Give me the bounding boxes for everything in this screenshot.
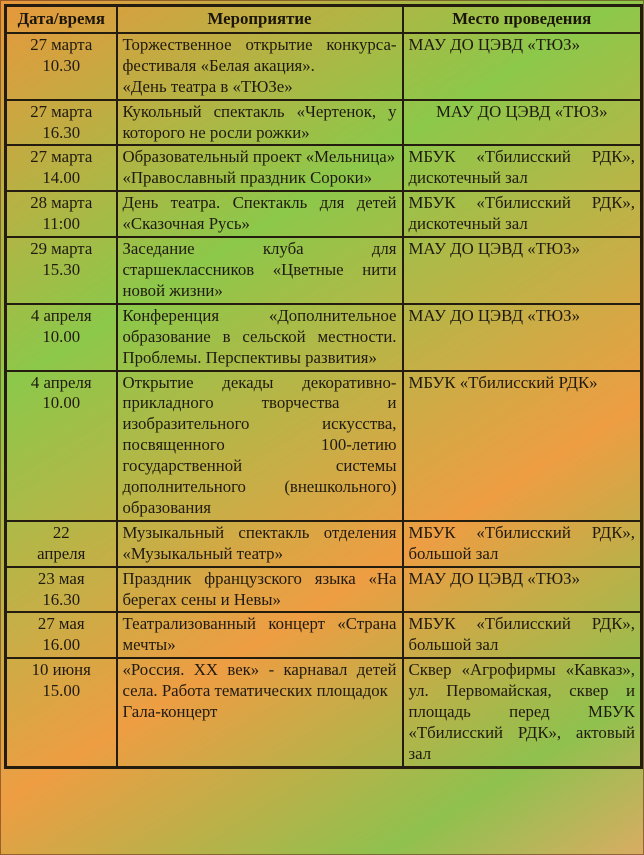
text-line: 16.00 [42,635,81,655]
text-line: 28 марта [30,193,93,213]
text-line: Музыкальный спектакль отделения «Музыкальный театр» [122,522,397,563]
text-line: 14.00 [42,168,81,188]
event-cell [117,371,403,521]
text-line: Праздник французского языка «На берегах сены и Невы» [122,568,397,609]
date-cell [6,145,117,191]
event-cell [117,521,403,567]
text-line: 27 мая [37,614,85,634]
text-line: 16.30 [42,122,81,142]
text-line: Кукольный спектакль «Чертенок, у которого не росли рожки» [122,101,397,142]
col-header-venue: Место проведения [403,6,642,33]
header-row [6,6,642,33]
table-row [6,521,642,567]
venue-cell [403,371,642,521]
text-line: «День театра в «ТЮЗе» [122,76,293,96]
text-line: МБУК «Тбилисский РДК», дискотечный зал [408,193,635,234]
text-line: Торжественное открытие конкурса-фестиваля «Белая акация». [122,34,397,75]
col-header-event: Мероприятие [117,6,403,33]
event-cell [117,304,403,371]
table-row [6,371,642,521]
text-line: Образовательный проект «Мельница» [122,147,396,167]
text-line: 27 марта [30,34,93,54]
text-line: 29 марта [30,239,93,259]
table-row [6,191,642,237]
event-cell [117,658,403,767]
date-cell [6,567,117,613]
text-line: «Россия. XX век» - карнавал детей села. Работа тематических площадок [122,660,397,701]
text-line: 23 мая [37,568,85,588]
venue-cell [403,145,642,191]
table-row [6,567,642,613]
table-row [6,145,642,191]
text-line: МАУ ДО ЦЭВД «ТЮЗ» [436,101,608,121]
date-cell [6,612,117,658]
venue-cell [403,33,642,100]
text-line: Театрализованный концерт «Страна мечты» [122,614,397,655]
text-line: 10.00 [42,326,81,346]
table-row [6,612,642,658]
text-line: 10.00 [42,393,81,413]
text-line: 15.30 [42,259,81,279]
venue-cell [403,100,642,146]
text-line: «Православный праздник Сороки» [122,168,372,188]
text-line: Заседание клуба для старшеклассников «Цветные нити новой жизни» [122,239,397,300]
event-cell [117,33,403,100]
venue-cell [403,237,642,304]
text-line: 27 марта [30,147,93,167]
date-cell [6,191,117,237]
event-cell [117,191,403,237]
text-line: 27 марта [30,101,93,121]
date-cell [6,371,117,521]
venue-cell [403,567,642,613]
text-line: МАУ ДО ЦЭВД «ТЮЗ» [408,568,580,588]
date-cell [6,100,117,146]
text-line: МАУ ДО ЦЭВД «ТЮЗ» [408,305,580,325]
text-line: 10 июня [31,660,91,680]
text-line: Гала-концерт [122,702,218,722]
events-table [4,4,643,769]
date-cell [6,658,117,767]
date-cell [6,33,117,100]
venue-cell [403,612,642,658]
text-line: День театра. Спектакль для детей «Сказочная Русь» [122,193,397,234]
text-line: апреля [37,543,86,563]
text-line: МАУ ДО ЦЭВД «ТЮЗ» [408,34,580,54]
table-row [6,658,642,767]
text-line: 15.00 [42,681,81,701]
event-cell [117,100,403,146]
text-line: 4 апреля [30,305,92,325]
venue-cell [403,521,642,567]
event-cell [117,567,403,613]
text-line: Сквер «Агрофирмы «Кавказ», ул. Первомайская, сквер и площадь перед МБУК «Тбилисский РДК», актовый зал [408,660,635,763]
text-line: МБУК «Тбилисский РДК», большой зал [408,522,635,563]
table-row [6,33,642,100]
text-line: МБУК «Тбилисский РДК», большой зал [408,614,635,655]
table-body [6,33,642,767]
date-cell [6,521,117,567]
text-line: Открытие декады декоративно-прикладного творчества и изобразительного искусства, посвященного 100-летию государственной системы дополнительного (внешкольного) образования [122,372,397,517]
col-header-date: Дата/время [6,6,117,33]
date-cell [6,304,117,371]
text-line: МБУК «Тбилисский РДК», дискотечный зал [408,147,635,188]
event-cell [117,612,403,658]
text-line: 11:00 [42,214,81,234]
table-row [6,304,642,371]
text-line: 10.30 [42,55,81,75]
text-line: 16.30 [42,589,81,609]
text-line: 22 [52,522,70,542]
date-cell [6,237,117,304]
table-row [6,237,642,304]
venue-cell [403,658,642,767]
event-cell [117,237,403,304]
text-line: Конференция «Дополнительное образование в сельской местности. Проблемы. Перспективы развития» [122,305,397,367]
event-cell [117,145,403,191]
text-line: МАУ ДО ЦЭВД «ТЮЗ» [408,239,580,259]
text-line: МБУК «Тбилисский РДК» [408,372,598,392]
venue-cell [403,191,642,237]
table-row [6,100,642,146]
venue-cell [403,304,642,371]
text-line: 4 апреля [30,372,92,392]
table-header [6,6,642,33]
